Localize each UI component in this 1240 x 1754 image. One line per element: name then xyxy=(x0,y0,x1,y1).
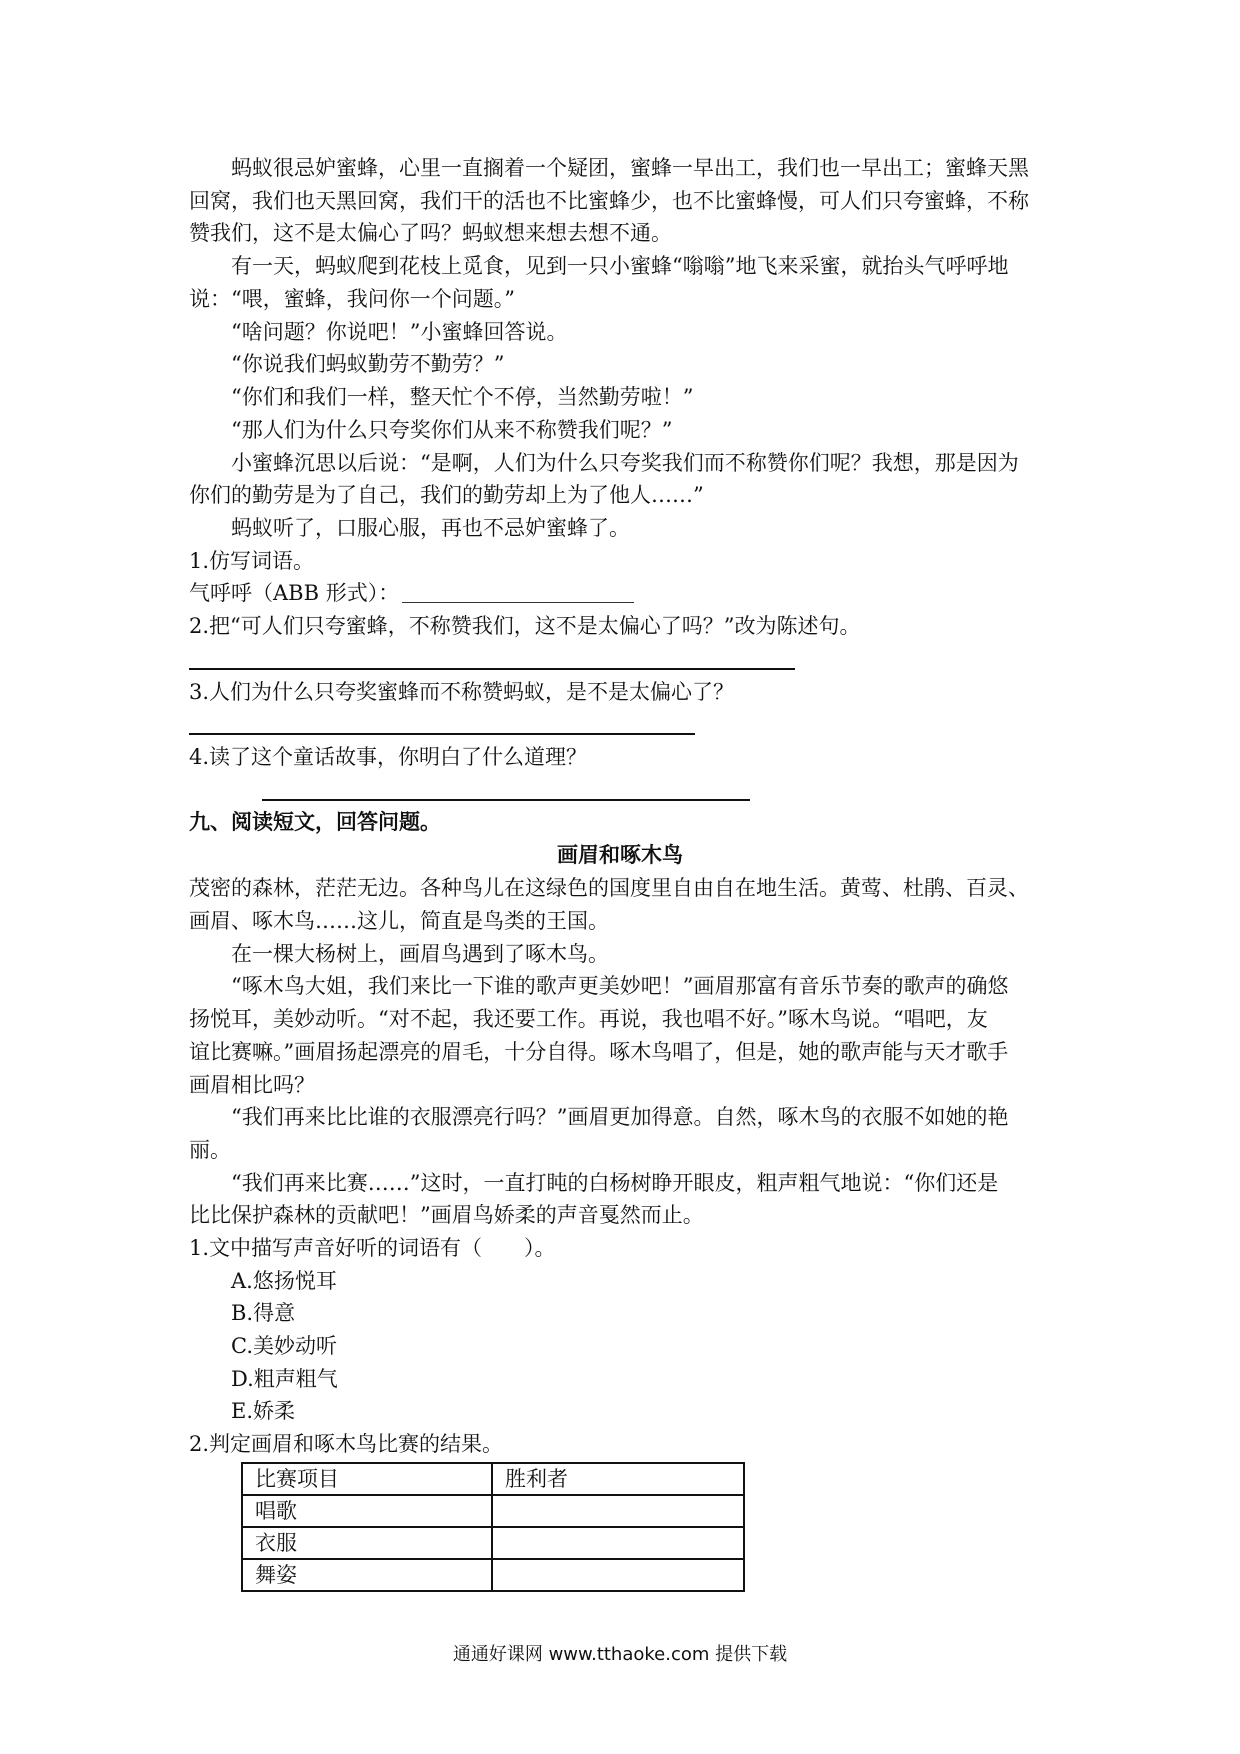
table-cell-event: 唱歌 xyxy=(242,1495,492,1527)
option-e[interactable]: E.娇柔 xyxy=(231,1399,296,1423)
option-b[interactable]: B.得意 xyxy=(231,1301,296,1325)
table-header-row xyxy=(242,1463,744,1495)
table-header-cell: 比赛项目 xyxy=(242,1463,492,1495)
table-row xyxy=(242,1495,744,1527)
passage-title: 画眉和啄木鸟 xyxy=(557,843,683,867)
table-cell-event: 衣服 xyxy=(242,1527,492,1559)
answer-line-4[interactable] xyxy=(262,799,750,801)
passage2-line: 扬悦耳，美妙动听。“对不起，我还要工作。再说，我也唱不好。”啄木鸟说。“唱吧，友 xyxy=(189,1007,988,1031)
table-cell-event: 舞姿 xyxy=(242,1559,492,1591)
passage2-line: 在一棵大杨树上，画眉鸟遇到了啄木鸟。 xyxy=(231,942,609,966)
passage2-line: 茂密的森林，茫茫无边。各种鸟儿在这绿色的国度里自由自在地生活。黄莺、杜鹃、百灵、 xyxy=(189,876,1029,900)
section9-question-1: 1.文中描写声音好听的词语有（ ）。 xyxy=(189,1236,556,1260)
answer-line-3[interactable] xyxy=(189,733,695,735)
passage1-line: 蚂蚁听了，口服心服，再也不忌妒蜜蜂了。 xyxy=(231,516,630,540)
question-2: 2.把“可人们只夸蜜蜂，不称赞我们，这不是太偏心了吗？”改为陈述句。 xyxy=(189,614,861,638)
section-heading: 九、阅读短文，回答问题。 xyxy=(189,810,441,834)
passage2-line: 画眉相比吗？ xyxy=(189,1073,315,1097)
option-a[interactable]: A.悠扬悦耳 xyxy=(231,1269,337,1293)
passage1-line: 小蜜蜂沉思以后说：“是啊，人们为什么只夸奖我们而不称赞你们呢？我想，那是因为 xyxy=(231,451,1019,475)
answer-line-2[interactable] xyxy=(189,668,795,670)
passage2-line: 画眉、啄木鸟……这儿，简直是鸟类的王国。 xyxy=(189,909,609,933)
passage1-line: 蚂蚁很忌妒蜜蜂，心里一直搁着一个疑团，蜜蜂一早出工，我们也一早出工；蜜蜂天黑 xyxy=(231,156,1029,180)
passage2-line: “啄木鸟大姐，我们来比一下谁的歌声更美妙吧！”画眉那富有音乐节奏的歌声的确悠 xyxy=(231,974,1009,998)
table-row xyxy=(242,1559,744,1591)
results-table xyxy=(241,1462,745,1592)
table-cell-winner[interactable] xyxy=(492,1527,744,1559)
table-row xyxy=(242,1527,744,1559)
table-header-cell: 胜利者 xyxy=(492,1463,744,1495)
passage2-line: “我们再来比赛……”这时，一直打盹的白杨树睁开眼皮，粗声粗气地说：“你们还是 xyxy=(231,1171,999,1195)
question-1: 1.仿写词语。 xyxy=(189,549,315,573)
passage2-line: 谊比赛嘛。”画眉扬起漂亮的眉毛，十分自得。啄木鸟唱了，但是，她的歌声能与天才歌手 xyxy=(189,1040,1009,1064)
passage2-line: 丽。 xyxy=(189,1138,231,1162)
passage1-line: “啥问题？你说吧！”小蜜蜂回答说。 xyxy=(231,320,568,344)
answer-line-1[interactable] xyxy=(402,602,634,603)
passage1-line: 你们的勤劳是为了自己，我们的勤劳却上为了他人……” xyxy=(189,483,704,507)
passage1-line: “你们和我们一样，整天忙个不停，当然勤劳啦！” xyxy=(231,385,694,409)
passage2-line: “我们再来比比谁的衣服漂亮行吗？”画眉更加得意。自然，啄木鸟的衣服不如她的艳 xyxy=(231,1105,1009,1129)
option-d[interactable]: D.粗声粗气 xyxy=(231,1367,338,1391)
passage1-line: 说：“喂，蜜蜂，我问你一个问题。” xyxy=(189,287,515,311)
table-cell-winner[interactable] xyxy=(492,1559,744,1591)
page-footer: 通通好课网 www.tthaoke.com 提供下载 xyxy=(452,1644,788,1665)
passage2-line: 比比保护森林的贡献吧！”画眉鸟娇柔的声音戛然而止。 xyxy=(189,1203,704,1227)
passage1-line: 回窝，我们也天黑回窝，我们干的活也不比蜜蜂少，也不比蜜蜂慢，可人们只夸蜜蜂，不称 xyxy=(189,189,1029,213)
table-cell-winner[interactable] xyxy=(492,1495,744,1527)
section9-question-2: 2.判定画眉和啄木鸟比赛的结果。 xyxy=(189,1432,504,1456)
passage1-line: “那人们为什么只夸奖你们从来不称赞我们呢？” xyxy=(231,418,673,442)
question-3: 3.人们为什么只夸奖蜜蜂而不称赞蚂蚁，是不是太偏心了？ xyxy=(189,680,735,704)
question-4: 4.读了这个童话故事，你明白了什么道理？ xyxy=(189,745,588,769)
question-1-prompt: 气呼呼（ABB 形式）： xyxy=(189,581,400,605)
passage1-line: “你说我们蚂蚁勤劳不勤劳？” xyxy=(231,352,505,376)
option-c[interactable]: C.美妙动听 xyxy=(231,1334,337,1358)
passage1-line: 赞我们，这不是太偏心了吗？蚂蚁想来想去想不通。 xyxy=(189,221,672,245)
passage1-line: 有一天，蚂蚁爬到花枝上觅食，见到一只小蜜蜂“嗡嗡”地飞来采蜜，就抬头气呼呼地 xyxy=(231,254,1009,278)
